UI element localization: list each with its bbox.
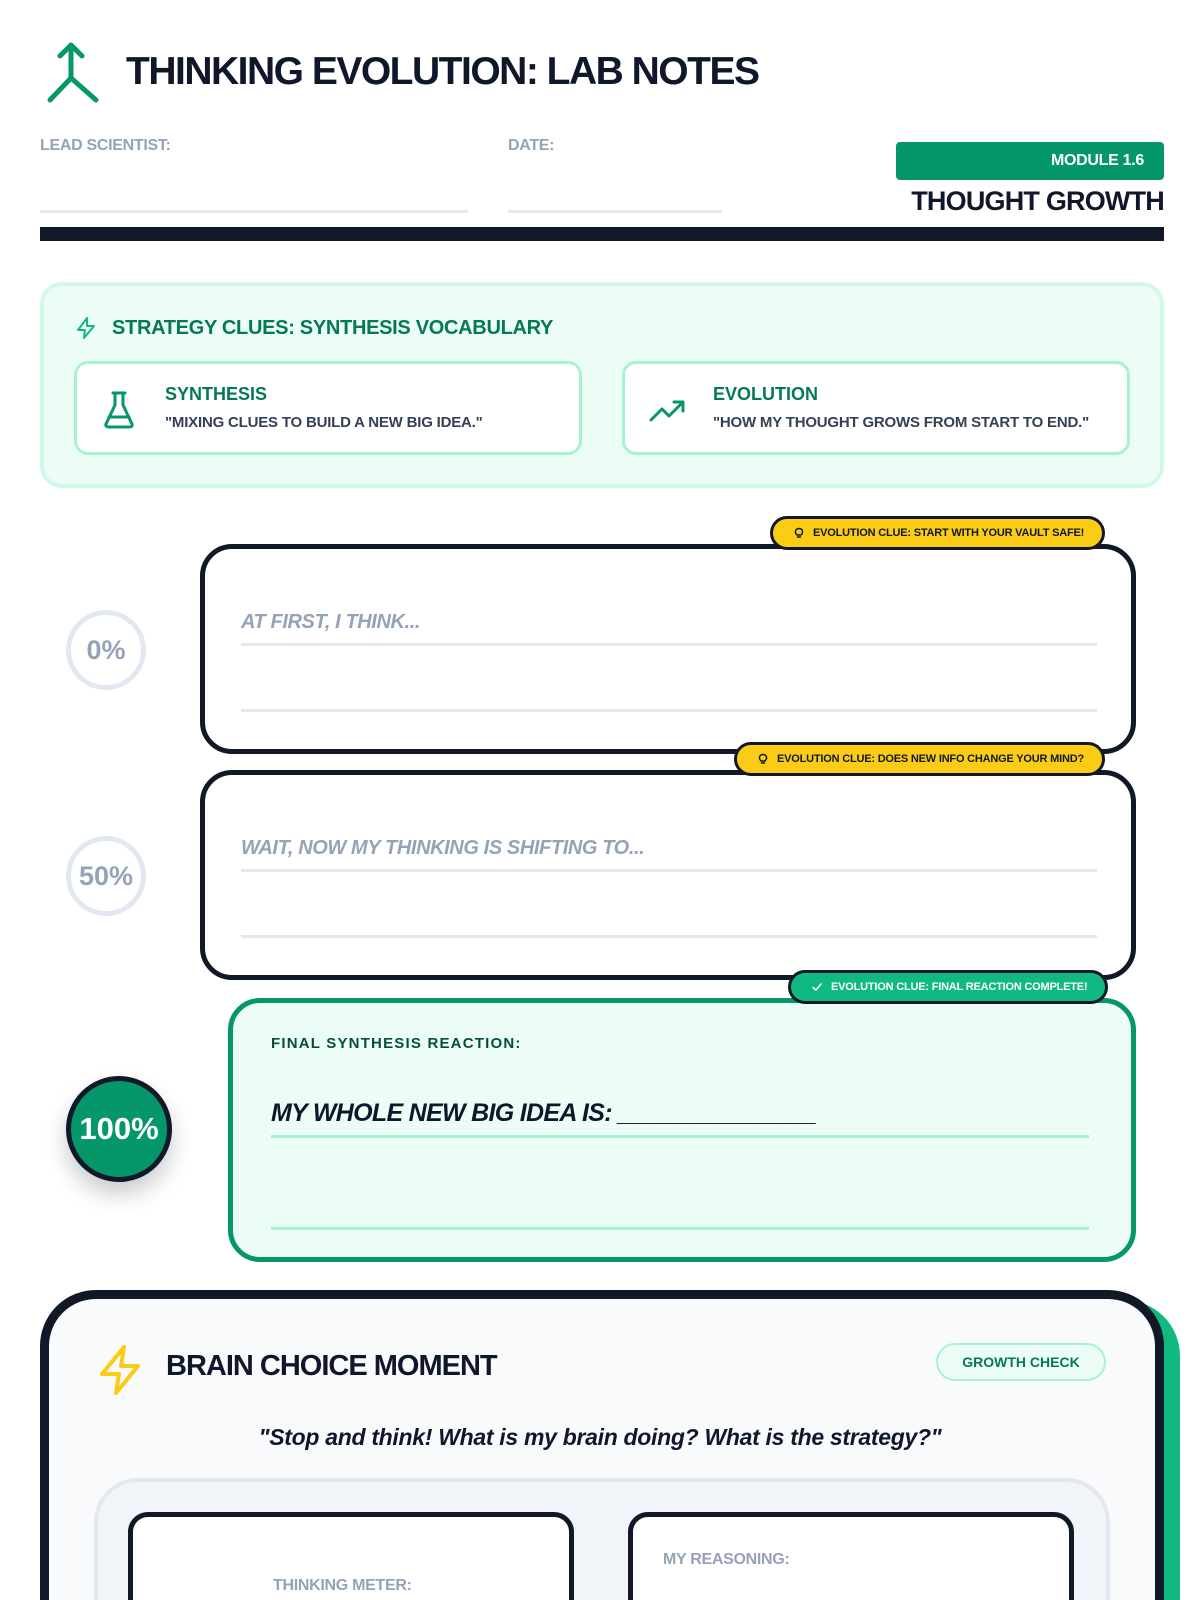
vocab-card-evolution (622, 361, 1130, 455)
brain-choice-title: BRAIN CHOICE MOMENT (166, 1350, 497, 1382)
evolution-clue-text: EVOLUTION CLUE: FINAL REACTION COMPLETE! (831, 981, 1088, 993)
vocab-term: SYNTHESIS (165, 384, 268, 404)
header-divider (40, 227, 1164, 241)
stage-marker-100: 100% (66, 1076, 172, 1182)
module-subtitle: THOUGHT GROWTH (911, 186, 1164, 216)
evolution-clue-badge (734, 742, 1105, 776)
strategy-clues-heading (74, 316, 553, 340)
evolution-clue-badge (788, 970, 1108, 1004)
module-badge: MODULE 1.6 (896, 142, 1164, 180)
growth-check-badge: GROWTH CHECK (936, 1343, 1106, 1381)
merge-arrow-icon (46, 42, 104, 108)
stage-prompt: WAIT, NOW MY THINKING IS SHIFTING TO... (241, 837, 645, 859)
page-title: THINKING EVOLUTION: LAB NOTES (126, 50, 759, 93)
lightbulb-icon (793, 527, 805, 539)
final-synthesis-prompt: MY WHOLE NEW BIG IDEA IS: _______________ (271, 1099, 817, 1127)
reasoning-label: MY REASONING: (663, 1551, 790, 1568)
vocab-definition: "HOW MY THOUGHT GROWS FROM START TO END." (713, 414, 1090, 431)
strategy-clues-title: STRATEGY CLUES: SYNTHESIS VOCABULARY (112, 316, 554, 339)
brain-choice-quote: "Stop and think! What is my brain doing? What is the strategy?" (258, 1424, 942, 1450)
lightbulb-icon (757, 753, 769, 765)
stage-marker-50: 50% (66, 836, 146, 916)
evolution-clue-badge (770, 516, 1105, 550)
lead-scientist-label: LEAD SCIENTIST: (40, 137, 171, 154)
date-field[interactable] (508, 210, 722, 213)
answer-line[interactable] (241, 709, 1097, 712)
thinking-meter-card[interactable] (128, 1512, 574, 1600)
lightning-icon (74, 316, 98, 340)
check-icon (811, 981, 823, 993)
vocab-definition: "MIXING CLUES TO BUILD A NEW BIG IDEA." (165, 414, 483, 431)
lightning-icon (96, 1344, 144, 1396)
stage-box-start (200, 544, 1136, 754)
stage-marker-0: 0% (66, 610, 146, 690)
answer-line[interactable] (241, 643, 1097, 646)
reasoning-card[interactable] (628, 1512, 1074, 1600)
vocab-card-synthesis (74, 361, 582, 455)
evolution-clue-text: EVOLUTION CLUE: DOES NEW INFO CHANGE YOUR MIND? (777, 753, 1084, 765)
stage-box-shifting (200, 770, 1136, 980)
thinking-meter-label: THINKING METER: (273, 1577, 412, 1594)
answer-line[interactable] (271, 1135, 1089, 1138)
final-synthesis-label: FINAL SYNTHESIS REACTION: (271, 1035, 522, 1052)
vocab-term: EVOLUTION (713, 384, 819, 404)
answer-line[interactable] (241, 869, 1097, 872)
answer-line[interactable] (271, 1227, 1089, 1230)
answer-line[interactable] (241, 935, 1097, 938)
final-synthesis-box (228, 998, 1136, 1262)
trending-up-icon (649, 390, 685, 430)
flask-icon (101, 390, 137, 430)
stage-prompt: AT FIRST, I THINK... (241, 611, 421, 633)
date-label: DATE: (508, 137, 555, 154)
evolution-clue-text: EVOLUTION CLUE: START WITH YOUR VAULT SAFE! (813, 527, 1085, 539)
lead-scientist-field[interactable] (40, 210, 468, 213)
